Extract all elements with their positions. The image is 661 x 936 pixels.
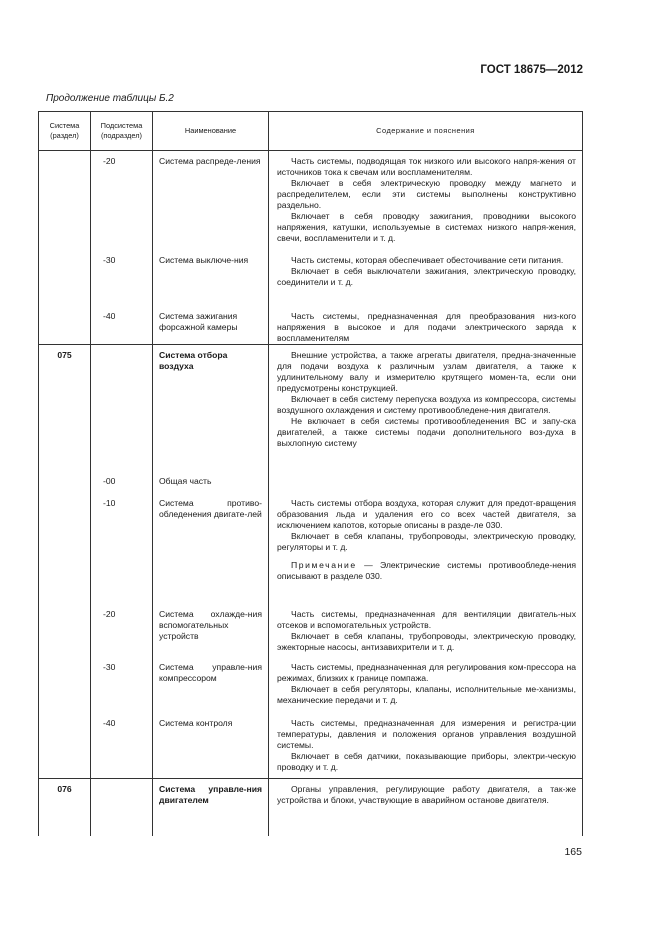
description-paragraph: Включает в себя клапаны, трубопроводы, электрическую проводку, эжекторные насосы, антизавихрители и т. д. (277, 630, 576, 652)
description-paragraph: Часть системы, подводящая ток низкого или высокого напря-жения от источников тока к свечам или воспламенителям. (277, 156, 576, 177)
system-code: 075 (39, 345, 91, 471)
table-row (39, 779, 583, 837)
system-code (39, 306, 91, 345)
system-name: Система распреде-ления (153, 151, 269, 250)
description (269, 493, 583, 604)
table-row (39, 250, 583, 306)
description-paragraph: Включает в себя электрическую проводку между магнето и распределителем, если эти системы выполнены конструктивно раздельно. (277, 178, 576, 210)
description-paragraph: Включает в себя систему перепуска воздуха из компрессора, системы воздушного охлаждения и систему противообледене-ния двигателя. (277, 394, 576, 415)
subsystem-code: -10 (91, 493, 153, 604)
note-label: Примечание (291, 559, 357, 570)
system-code (39, 250, 91, 306)
subsystem-code: -30 (91, 250, 153, 306)
description-paragraph: Часть системы, предназначенная для измерения и регистра-ции температуры, давления и положения органов управления воздушной системы. (277, 717, 576, 750)
description-paragraph: Не включает в себя системы противообледенения ВС и запу-ска двигателей, а также системы подачи дополнительного воз-духа в выхлопную систему (277, 416, 576, 448)
description (269, 306, 583, 345)
system-name: Система охлажде-ния вспомогательных устройств (153, 604, 269, 657)
description-paragraph: Включает в себя клапаны, трубопроводы, электрическую проводку, регуляторы и т. д. (277, 530, 576, 552)
subsystem-code (91, 345, 153, 471)
system-name: Общая часть (153, 471, 269, 493)
description (269, 713, 583, 779)
table-row (39, 151, 583, 250)
description (269, 604, 583, 657)
description-paragraph: Органы управления, регулирующие работу двигателя, а так-же устройства и блоки, участвующие в аварийном останове двигателя. (277, 784, 576, 805)
systems-table (38, 111, 583, 836)
table-row (39, 713, 583, 779)
description (269, 471, 583, 493)
system-name: Система противо-обледенения двигате-лей (153, 493, 269, 604)
description-paragraph: Включает в себя выключатели зажигания, электрическую проводку, соединители и т. д. (277, 265, 576, 287)
system-code (39, 471, 91, 493)
system-code (39, 657, 91, 713)
description (269, 250, 583, 306)
subsystem-code: -40 (91, 713, 153, 779)
description (269, 657, 583, 713)
col-header-system: Система (раздел) (39, 112, 91, 151)
subsystem-code: -30 (91, 657, 153, 713)
description-paragraph: Часть системы, которая обеспечивает обесточивание сети питания. (291, 254, 564, 265)
description (269, 345, 583, 471)
description (269, 151, 583, 250)
system-name: Система контроля (153, 713, 269, 779)
system-name: Система управле-ния компрессором (153, 657, 269, 713)
page-number: 165 (564, 846, 582, 858)
system-code: 076 (39, 779, 91, 837)
description (269, 779, 583, 837)
description-paragraph: Часть системы отбора воздуха, которая служит для предот-вращения образования льда и удаления его со всех частей двигателя, за исключением капотов, которые описаны в разде-ле 030. (277, 497, 576, 530)
table-row (39, 306, 583, 345)
description-paragraph: Часть системы, предназначенная для вентиляции двигатель-ных отсеков и вспомогательных устройств. (277, 608, 576, 630)
note (277, 560, 576, 582)
table-row (39, 345, 583, 471)
description-paragraph: Включает в себя проводку зажигания, проводники высокого напряжения, катушки, используемые в системах низкого напря-жения, свечи, воспламенители и т. д. (277, 211, 576, 243)
system-code (39, 604, 91, 657)
description-paragraph: Включает в себя датчики, показывающие приборы, электри-ческую проводку и т. д. (277, 750, 576, 772)
table-row (39, 657, 583, 713)
note-text: — Электрические системы противообледе-нения описывают в разделе 030. (277, 559, 576, 581)
subsystem-code: -20 (91, 604, 153, 657)
description-paragraph: Часть системы, предназначенная для преобразования низ-кого напряжения в высокое и для подачи электрического заряда к воспламенителям (277, 310, 576, 343)
system-code (39, 713, 91, 779)
description-paragraph: Часть системы, предназначенная для регулирования ком-прессора на режимах, близких к границе помпажа. (277, 661, 576, 683)
system-name: Система выключе-ния (153, 250, 269, 306)
table-header-row (39, 112, 583, 151)
col-header-name: Наименование (153, 112, 269, 151)
system-name: Система управле-ния двигателем (153, 779, 269, 837)
subsystem-code (91, 779, 153, 837)
subsystem-code: -40 (91, 306, 153, 345)
system-code (39, 151, 91, 250)
document-code: ГОСТ 18675—2012 (480, 64, 583, 76)
system-name: Система зажигания форсажной камеры (153, 306, 269, 345)
subsystem-code: -00 (91, 471, 153, 493)
table-caption: Продолжение таблицы Б.2 (46, 93, 174, 104)
description-paragraph: Внешние устройства, а также агрегаты двигателя, предна-значенные для подачи воздуха к различным узлам двигателя, а также к удлинительному валу и измерителю крутящего момен-та, если они предусмотрены конструкцией. (277, 350, 576, 393)
col-header-subsystem: Подсистема (подраздел) (91, 112, 153, 151)
table-row (39, 471, 583, 493)
col-header-content: Содержание и пояснения (269, 112, 583, 151)
system-code (39, 493, 91, 604)
table-row (39, 604, 583, 657)
table-row (39, 493, 583, 604)
description-paragraph: Включает в себя регуляторы, клапаны, исполнительные ме-ханизмы, механические передачи и т. д. (277, 683, 576, 705)
system-name: Система отбора воздуха (153, 345, 269, 471)
subsystem-code: -20 (91, 151, 153, 250)
